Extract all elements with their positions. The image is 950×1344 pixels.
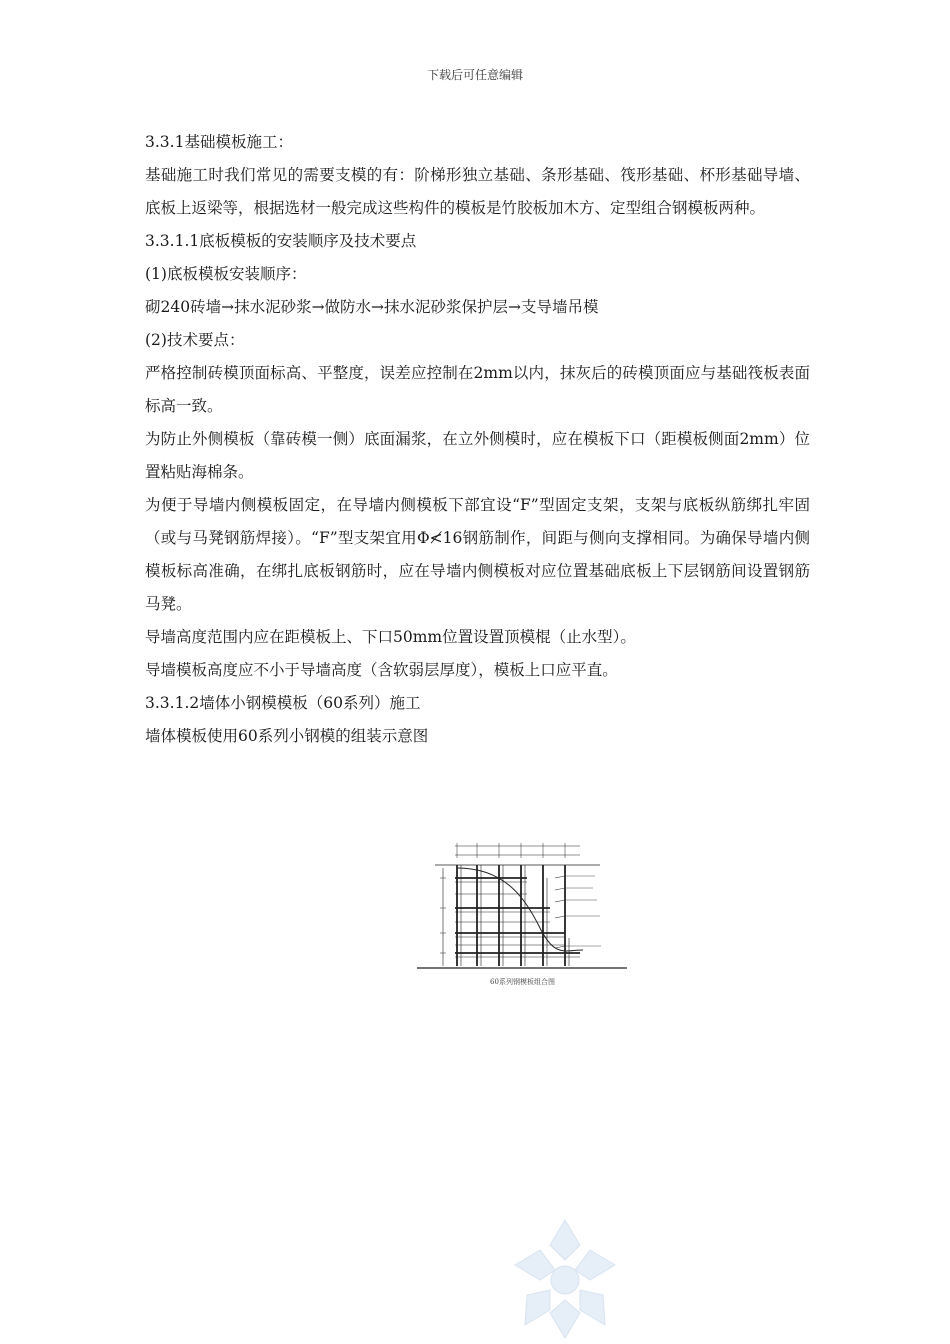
watermark-logo-icon — [505, 1215, 625, 1340]
paragraph-install-sequence: 砌240砖墙→抹水泥砂浆→做防水→抹水泥砂浆保护层→支导墙吊模 — [145, 298, 599, 316]
figure-caption: 60系列钢模板组合图 — [490, 978, 555, 986]
paragraph-guide-wall-height: 导墙模板高度应不小于导墙高度（含软弱层厚度），模板上口应平直。 — [145, 661, 618, 679]
paragraph-figure-intro: 墙体模板使用60系列小钢模的组装示意图 — [145, 727, 429, 745]
page-header: 下载后可任意编辑 — [426, 68, 523, 82]
document-body — [145, 126, 810, 753]
paragraph-foundation-intro: 基础施工时我们常见的需要支模的有：阶梯形独立基础、条形基础、筏形基础、杯形基础导墙、底板上返梁等，根据选材一般完成这些构件的模板是竹胶板加木方、定型组合钢模板两种。 — [145, 166, 810, 217]
paragraph-brick-mold: 严格控制砖模顶面标高、平整度，误差应控制在2mm以内，抹灰后的砖模顶面应与基础筏板表面标高一致。 — [145, 364, 810, 415]
section-heading-3-3-1: 3.3.1基础模板施工： — [145, 133, 293, 151]
subheading-tech-points: (2)技术要点： — [145, 331, 245, 349]
paragraph-leak-prevention: 为防止外侧模板（靠砖模一侧）底面漏浆，在立外侧模时，应在模板下口（距模板侧面2mm）位置粘贴海棉条。 — [145, 430, 810, 481]
subheading-install-order: (1)底板模板安装顺序： — [145, 265, 307, 283]
paragraph-f-support: 为便于导墙内侧模板固定，在导墙内侧模板下部宜设“F”型固定支架，支架与底板纵筋绑扎牢固（或与马凳钢筋焊接）。“F”型支架宜用Φ≮16钢筋制作，间距与侧向支撑相同。为确保导墙内侧模板标高准确，在绑扎底板钢筋时，应在导墙内侧模板对应位置基础底板上下层钢筋间设置钢筋马凳。 — [145, 496, 810, 613]
paragraph-top-rod: 导墙高度范围内应在距模板上、下口50mm位置设置顶模棍（止水型）。 — [145, 628, 636, 646]
section-heading-3-3-1-1: 3.3.1.1底板模板的安装顺序及技术要点 — [145, 232, 417, 250]
section-heading-3-3-1-2: 3.3.1.2墙体小钢模模板（60系列）施工 — [145, 694, 421, 712]
steel-formwork-diagram — [415, 838, 630, 990]
